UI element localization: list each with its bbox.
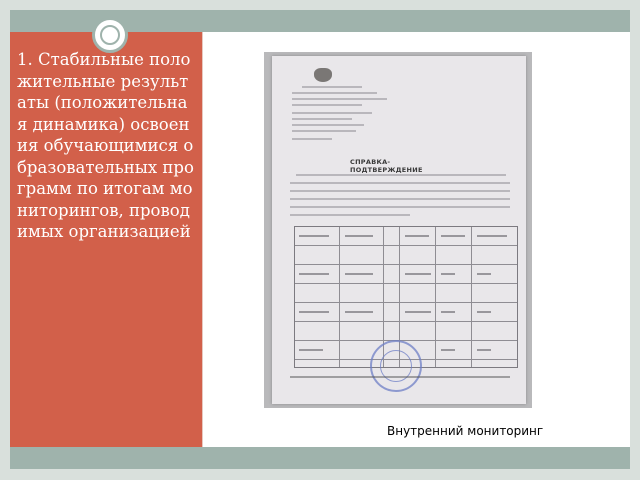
- table-column-line: [435, 227, 436, 367]
- body-line: [290, 190, 510, 192]
- circle-ornament-icon: [92, 17, 128, 53]
- document-photo: [264, 52, 532, 408]
- image-caption: Внутренний мониторинг: [387, 424, 544, 438]
- stamp-icon: [370, 340, 422, 392]
- table-cell: [345, 235, 373, 237]
- table-cell: [477, 235, 507, 237]
- table-cell: [405, 235, 429, 237]
- table-cell: [441, 235, 465, 237]
- table-column-line: [471, 227, 472, 367]
- header-line: [292, 104, 362, 106]
- slide-body-text: 1. Стабильные положительные результаты (положительная динамика) освоения обучающимися образовательных программ по итогам мониторингов, проводимых организацией: [17, 50, 194, 241]
- table-cell: [477, 349, 491, 351]
- emblem-icon: [314, 68, 332, 82]
- table-cell: [299, 273, 329, 275]
- body-line: [290, 214, 410, 216]
- header-line: [292, 98, 387, 100]
- header-line: [292, 130, 356, 132]
- table-cell: [405, 273, 431, 275]
- table-cell: [441, 273, 455, 275]
- table-cell: [477, 273, 491, 275]
- table-cell: [441, 311, 455, 313]
- document-paper: [272, 56, 526, 404]
- bottom-band: [10, 447, 630, 469]
- panel-divider: [202, 32, 203, 447]
- header-line: [292, 118, 352, 120]
- document-title: СПРАВКА-ПОДТВЕРЖДЕНИЕ: [350, 158, 423, 174]
- header-line: [292, 138, 332, 140]
- body-line: [296, 174, 506, 176]
- body-line: [290, 198, 510, 200]
- table-cell: [299, 349, 323, 351]
- table-column-line: [339, 227, 340, 367]
- signature-line: [290, 376, 510, 378]
- table-cell: [299, 311, 329, 313]
- table-cell: [441, 349, 455, 351]
- header-line: [292, 112, 372, 114]
- table-cell: [345, 311, 373, 313]
- table-cell: [477, 311, 491, 313]
- body-line: [290, 182, 510, 184]
- header-line: [292, 92, 377, 94]
- header-line: [292, 124, 364, 126]
- table-cell: [405, 311, 431, 313]
- table-cell: [345, 273, 373, 275]
- body-line: [290, 206, 510, 208]
- header-line: [302, 86, 362, 88]
- table-cell: [299, 235, 329, 237]
